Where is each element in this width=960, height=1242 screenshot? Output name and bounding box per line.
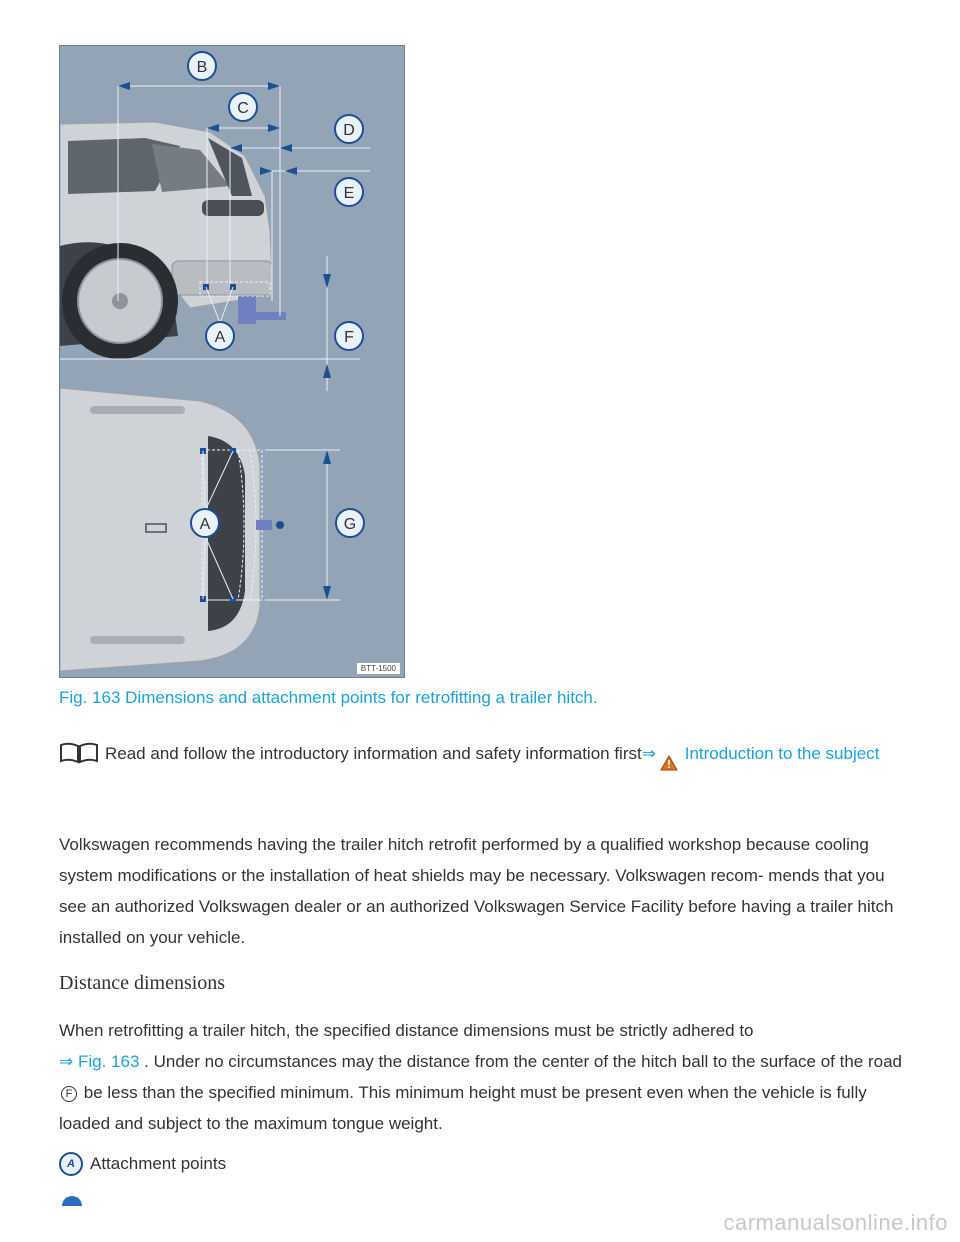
hitch-ball [256, 312, 286, 320]
svg-text:A: A [199, 516, 211, 533]
recommendation-paragraph: Volkswagen recommends having the trailer hitch retrofit performed by a qualified workshop because cooling system modifications or the installation of heat shields may be necessary. Volkswagen recom- mends that you see an authorized Volkswagen dealer or an authorized Volkswagen Service Facility before having a trailer hitch installed on your vehicle. [59, 835, 894, 947]
distance-paragraph-text-3: be less than the specified minimum. This minimum height must be present even when the vehicle is fully loaded and subject to the maximum tongue weight. [59, 1083, 867, 1133]
distance-paragraph [59, 1015, 909, 1139]
distance-paragraph-text-1: When retrofitting a trailer hitch, the specified distance dimensions must be strictly adhered to [59, 1021, 754, 1040]
svg-text:G: G [343, 516, 357, 533]
callout-b [188, 52, 216, 80]
distance-paragraph-text-2: . Under no circumstances may the distance from the center of the hitch ball to the surface of the road [144, 1052, 902, 1071]
legend-badge-partial [62, 1196, 82, 1206]
callout-c [229, 93, 257, 121]
circled-letter-f: F [61, 1086, 77, 1102]
svg-text:D: D [343, 122, 355, 139]
section-heading-distance-dimensions: Distance dimensions [59, 972, 226, 994]
svg-text:A: A [214, 329, 226, 346]
callout-g [336, 509, 364, 537]
legend-label: Attachment points [90, 1154, 227, 1173]
intro-notice [59, 738, 899, 781]
legend-badge-a: A [59, 1152, 83, 1176]
watermark: carmanualsonline.info [723, 1210, 948, 1235]
car-bumper [172, 261, 272, 295]
callout-a-top [191, 509, 219, 537]
legend-item-attachment-points [59, 1152, 226, 1176]
svg-text:E: E [343, 185, 355, 202]
hitch-top [256, 520, 272, 530]
intro-link-introduction[interactable]: Introduction to the subject [684, 744, 880, 763]
car-top-roof-rail-2 [90, 636, 185, 644]
figure-trailer-hitch-dimensions [59, 45, 405, 678]
callout-d [335, 115, 363, 143]
hitch-ball-top [276, 521, 284, 529]
svg-text:B: B [196, 59, 208, 76]
book-icon [59, 742, 99, 774]
figure-caption: Fig. 163 Dimensions and attachment points for retrofitting a trailer hitch. [59, 688, 598, 707]
callout-a-side [206, 322, 234, 350]
warning-triangle-icon [660, 750, 678, 781]
intro-arrow[interactable]: ⇒ [641, 744, 656, 763]
hitch-bar [238, 296, 256, 324]
figure-illustration [60, 46, 404, 677]
car-top-roof-rail [90, 406, 185, 414]
callout-f [335, 322, 363, 350]
svg-text:F: F [344, 329, 354, 346]
svg-text:C: C [237, 100, 249, 117]
car-taillight [202, 200, 264, 216]
wheel-hub [112, 293, 128, 309]
callout-e [335, 178, 363, 206]
fig-163-link[interactable]: ⇒ Fig. 163 [59, 1052, 140, 1071]
figure-id-label: BTT-1500 [357, 663, 400, 674]
intro-text: Read and follow the introductory information and safety information first [105, 744, 642, 763]
